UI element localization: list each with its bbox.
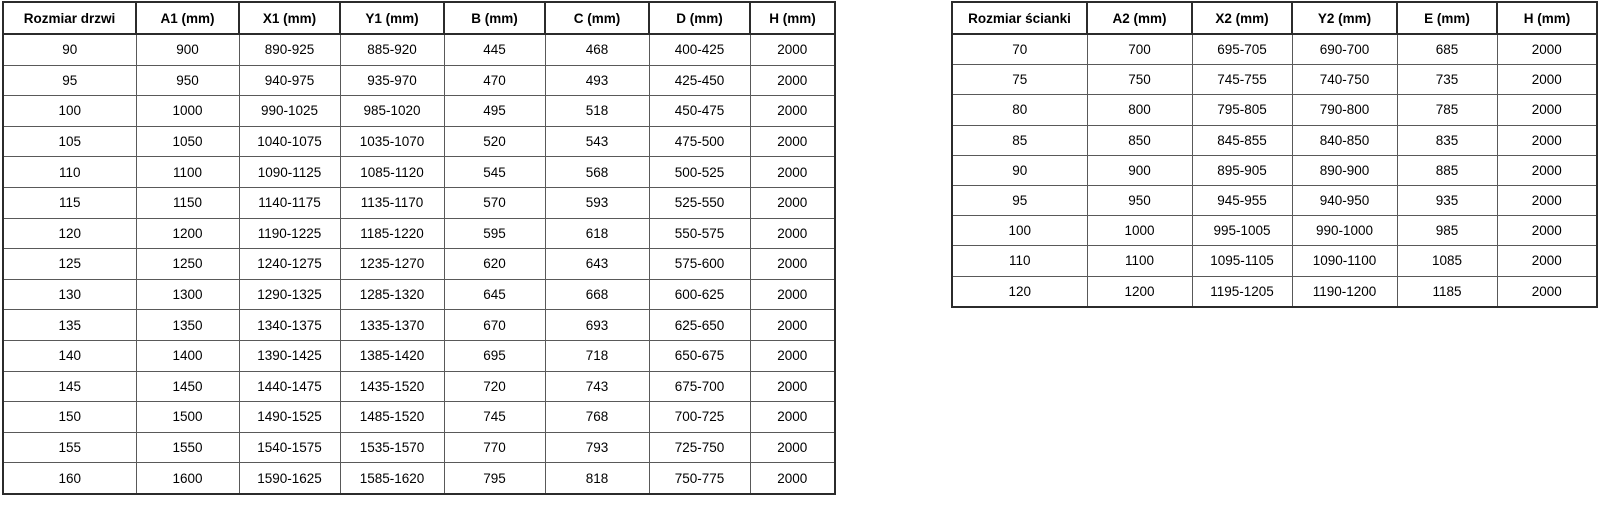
table-cell: 620 xyxy=(444,249,545,280)
table-cell: 950 xyxy=(136,65,239,96)
table-cell: 470 xyxy=(444,65,545,96)
table-cell: 145 xyxy=(3,371,136,402)
table-row xyxy=(3,126,835,157)
table-cell: 568 xyxy=(545,157,649,188)
table-cell: 493 xyxy=(545,65,649,96)
table-cell: 525-550 xyxy=(649,187,750,218)
table-cell: 1195-1205 xyxy=(1192,276,1292,307)
table-cell: 725-750 xyxy=(649,432,750,463)
table-row xyxy=(3,340,835,371)
table-cell: 675-700 xyxy=(649,371,750,402)
table-cell: 1140-1175 xyxy=(239,187,340,218)
table-cell: 90 xyxy=(952,155,1087,185)
table-cell: 1185 xyxy=(1397,276,1497,307)
header-cell: A1 (mm) xyxy=(136,2,239,34)
table-cell: 70 xyxy=(952,34,1087,65)
table-cell: 1000 xyxy=(136,96,239,127)
door-size-table-body xyxy=(3,34,835,494)
table-cell: 1500 xyxy=(136,402,239,433)
table-cell: 1290-1325 xyxy=(239,279,340,310)
table-cell: 1100 xyxy=(136,157,239,188)
table-cell: 110 xyxy=(952,246,1087,276)
header-cell: E (mm) xyxy=(1397,2,1497,34)
table-cell: 450-475 xyxy=(649,96,750,127)
table-cell: 425-450 xyxy=(649,65,750,96)
door-size-table-head xyxy=(3,2,835,34)
table-row xyxy=(952,276,1597,307)
table-cell: 2000 xyxy=(750,157,835,188)
table-cell: 1550 xyxy=(136,432,239,463)
table-cell: 818 xyxy=(545,463,649,494)
wall-panel-size-table-body xyxy=(952,34,1597,307)
table-row xyxy=(952,95,1597,125)
table-cell: 75 xyxy=(952,65,1087,95)
table-cell: 1040-1075 xyxy=(239,126,340,157)
wall-panel-size-table-head xyxy=(952,2,1597,34)
table-cell: 745-755 xyxy=(1192,65,1292,95)
table-cell: 2000 xyxy=(750,187,835,218)
table-cell: 80 xyxy=(952,95,1087,125)
table-cell: 890-900 xyxy=(1292,155,1397,185)
header-row xyxy=(3,2,835,34)
table-cell: 600-625 xyxy=(649,279,750,310)
table-cell: 1590-1625 xyxy=(239,463,340,494)
header-cell: H (mm) xyxy=(1497,2,1597,34)
table-cell: 543 xyxy=(545,126,649,157)
table-cell: 1000 xyxy=(1087,216,1192,246)
table-cell: 1200 xyxy=(136,218,239,249)
table-cell: 495 xyxy=(444,96,545,127)
table-cell: 500-525 xyxy=(649,157,750,188)
header-cell: D (mm) xyxy=(649,2,750,34)
wall-panel-size-table xyxy=(951,1,1598,308)
table-cell: 160 xyxy=(3,463,136,494)
table-cell: 1095-1105 xyxy=(1192,246,1292,276)
table-cell: 1090-1100 xyxy=(1292,246,1397,276)
table-cell: 900 xyxy=(136,34,239,65)
table-cell: 2000 xyxy=(750,340,835,371)
table-cell: 2000 xyxy=(1497,125,1597,155)
table-cell: 700 xyxy=(1087,34,1192,65)
table-cell: 2000 xyxy=(750,402,835,433)
table-row xyxy=(952,246,1597,276)
table-cell: 595 xyxy=(444,218,545,249)
header-cell: Rozmiar drzwi xyxy=(3,2,136,34)
header-cell: X1 (mm) xyxy=(239,2,340,34)
table-cell: 770 xyxy=(444,432,545,463)
header-row xyxy=(952,2,1597,34)
table-cell: 150 xyxy=(3,402,136,433)
header-cell: C (mm) xyxy=(545,2,649,34)
table-cell: 1600 xyxy=(136,463,239,494)
table-row xyxy=(3,218,835,249)
table-cell: 2000 xyxy=(750,310,835,341)
table-cell: 835 xyxy=(1397,125,1497,155)
table-cell: 100 xyxy=(952,216,1087,246)
table-cell: 1540-1575 xyxy=(239,432,340,463)
table-cell: 845-855 xyxy=(1192,125,1292,155)
table-cell: 1035-1070 xyxy=(340,126,444,157)
table-row xyxy=(952,65,1597,95)
table-cell: 570 xyxy=(444,187,545,218)
table-cell: 1490-1525 xyxy=(239,402,340,433)
table-cell: 790-800 xyxy=(1292,95,1397,125)
table-cell: 445 xyxy=(444,34,545,65)
table-cell: 1190-1200 xyxy=(1292,276,1397,307)
header-cell: Y2 (mm) xyxy=(1292,2,1397,34)
table-cell: 2000 xyxy=(750,249,835,280)
table-cell: 750 xyxy=(1087,65,1192,95)
table-cell: 1100 xyxy=(1087,246,1192,276)
table-cell: 550-575 xyxy=(649,218,750,249)
table-cell: 743 xyxy=(545,371,649,402)
table-cell: 2000 xyxy=(1497,216,1597,246)
table-cell: 155 xyxy=(3,432,136,463)
table-cell: 940-950 xyxy=(1292,185,1397,215)
table-cell: 1190-1225 xyxy=(239,218,340,249)
table-cell: 2000 xyxy=(750,463,835,494)
table-cell: 890-925 xyxy=(239,34,340,65)
table-cell: 990-1000 xyxy=(1292,216,1397,246)
table-cell: 2000 xyxy=(1497,276,1597,307)
table-cell: 135 xyxy=(3,310,136,341)
table-row xyxy=(3,310,835,341)
table-cell: 1185-1220 xyxy=(340,218,444,249)
table-cell: 1085 xyxy=(1397,246,1497,276)
table-cell: 690-700 xyxy=(1292,34,1397,65)
table-cell: 2000 xyxy=(1497,95,1597,125)
table-cell: 1535-1570 xyxy=(340,432,444,463)
table-cell: 575-600 xyxy=(649,249,750,280)
table-cell: 2000 xyxy=(750,218,835,249)
table-cell: 643 xyxy=(545,249,649,280)
table-cell: 940-975 xyxy=(239,65,340,96)
table-row xyxy=(952,34,1597,65)
table-cell: 2000 xyxy=(1497,155,1597,185)
table-cell: 95 xyxy=(3,65,136,96)
table-cell: 693 xyxy=(545,310,649,341)
size-tables-container xyxy=(2,1,1598,495)
table-cell: 990-1025 xyxy=(239,96,340,127)
table-cell: 593 xyxy=(545,187,649,218)
table-cell: 945-955 xyxy=(1192,185,1292,215)
header-cell: A2 (mm) xyxy=(1087,2,1192,34)
table-cell: 1335-1370 xyxy=(340,310,444,341)
table-cell: 1440-1475 xyxy=(239,371,340,402)
table-cell: 840-850 xyxy=(1292,125,1397,155)
table-cell: 670 xyxy=(444,310,545,341)
table-cell: 2000 xyxy=(1497,246,1597,276)
table-row xyxy=(3,463,835,494)
table-cell: 895-905 xyxy=(1192,155,1292,185)
table-row xyxy=(3,432,835,463)
table-cell: 935 xyxy=(1397,185,1497,215)
table-cell: 735 xyxy=(1397,65,1497,95)
table-cell: 700-725 xyxy=(649,402,750,433)
header-cell: Rozmiar ścianki xyxy=(952,2,1087,34)
table-cell: 1400 xyxy=(136,340,239,371)
table-cell: 793 xyxy=(545,432,649,463)
table-cell: 995-1005 xyxy=(1192,216,1292,246)
table-cell: 2000 xyxy=(750,96,835,127)
table-cell: 115 xyxy=(3,187,136,218)
table-cell: 2000 xyxy=(750,65,835,96)
table-cell: 625-650 xyxy=(649,310,750,341)
table-cell: 2000 xyxy=(750,432,835,463)
header-cell: B (mm) xyxy=(444,2,545,34)
table-cell: 1085-1120 xyxy=(340,157,444,188)
table-row xyxy=(3,34,835,65)
door-size-table xyxy=(2,1,836,495)
table-row xyxy=(3,157,835,188)
table-row xyxy=(3,371,835,402)
table-cell: 1350 xyxy=(136,310,239,341)
table-cell: 545 xyxy=(444,157,545,188)
table-cell: 650-675 xyxy=(649,340,750,371)
table-cell: 2000 xyxy=(1497,34,1597,65)
table-row xyxy=(952,216,1597,246)
table-cell: 695 xyxy=(444,340,545,371)
table-cell: 95 xyxy=(952,185,1087,215)
table-cell: 800 xyxy=(1087,95,1192,125)
header-cell: X2 (mm) xyxy=(1192,2,1292,34)
table-cell: 125 xyxy=(3,249,136,280)
table-cell: 795-805 xyxy=(1192,95,1292,125)
table-cell: 1150 xyxy=(136,187,239,218)
table-row xyxy=(952,125,1597,155)
table-row xyxy=(3,249,835,280)
table-cell: 668 xyxy=(545,279,649,310)
table-cell: 745 xyxy=(444,402,545,433)
table-cell: 518 xyxy=(545,96,649,127)
table-cell: 105 xyxy=(3,126,136,157)
table-cell: 718 xyxy=(545,340,649,371)
table-cell: 2000 xyxy=(1497,65,1597,95)
table-cell: 1485-1520 xyxy=(340,402,444,433)
table-cell: 695-705 xyxy=(1192,34,1292,65)
table-cell: 110 xyxy=(3,157,136,188)
table-cell: 685 xyxy=(1397,34,1497,65)
table-cell: 140 xyxy=(3,340,136,371)
table-cell: 130 xyxy=(3,279,136,310)
table-cell: 1435-1520 xyxy=(340,371,444,402)
table-cell: 1240-1275 xyxy=(239,249,340,280)
table-cell: 1200 xyxy=(1087,276,1192,307)
table-cell: 1390-1425 xyxy=(239,340,340,371)
table-row xyxy=(952,185,1597,215)
table-cell: 1050 xyxy=(136,126,239,157)
table-row xyxy=(3,402,835,433)
table-row xyxy=(3,96,835,127)
table-cell: 900 xyxy=(1087,155,1192,185)
table-cell: 1090-1125 xyxy=(239,157,340,188)
table-cell: 785 xyxy=(1397,95,1497,125)
table-cell: 1235-1270 xyxy=(340,249,444,280)
table-cell: 1300 xyxy=(136,279,239,310)
table-cell: 520 xyxy=(444,126,545,157)
table-cell: 1250 xyxy=(136,249,239,280)
table-cell: 985 xyxy=(1397,216,1497,246)
table-cell: 795 xyxy=(444,463,545,494)
table-cell: 1340-1375 xyxy=(239,310,340,341)
table-cell: 2000 xyxy=(1497,185,1597,215)
table-cell: 618 xyxy=(545,218,649,249)
table-cell: 2000 xyxy=(750,279,835,310)
table-cell: 2000 xyxy=(750,371,835,402)
table-cell: 950 xyxy=(1087,185,1192,215)
table-cell: 750-775 xyxy=(649,463,750,494)
table-cell: 768 xyxy=(545,402,649,433)
table-cell: 120 xyxy=(952,276,1087,307)
table-cell: 1285-1320 xyxy=(340,279,444,310)
table-cell: 740-750 xyxy=(1292,65,1397,95)
table-cell: 2000 xyxy=(750,34,835,65)
table-cell: 100 xyxy=(3,96,136,127)
table-cell: 1450 xyxy=(136,371,239,402)
table-cell: 720 xyxy=(444,371,545,402)
table-row xyxy=(3,279,835,310)
table-cell: 85 xyxy=(952,125,1087,155)
table-cell: 90 xyxy=(3,34,136,65)
table-cell: 850 xyxy=(1087,125,1192,155)
table-row xyxy=(3,65,835,96)
table-cell: 1385-1420 xyxy=(340,340,444,371)
table-cell: 468 xyxy=(545,34,649,65)
table-cell: 1585-1620 xyxy=(340,463,444,494)
table-row xyxy=(3,187,835,218)
header-cell: Y1 (mm) xyxy=(340,2,444,34)
table-cell: 935-970 xyxy=(340,65,444,96)
table-cell: 885 xyxy=(1397,155,1497,185)
table-cell: 120 xyxy=(3,218,136,249)
table-cell: 2000 xyxy=(750,126,835,157)
table-cell: 400-425 xyxy=(649,34,750,65)
table-cell: 1135-1170 xyxy=(340,187,444,218)
table-cell: 885-920 xyxy=(340,34,444,65)
table-cell: 645 xyxy=(444,279,545,310)
table-cell: 985-1020 xyxy=(340,96,444,127)
header-cell: H (mm) xyxy=(750,2,835,34)
table-row xyxy=(952,155,1597,185)
table-cell: 475-500 xyxy=(649,126,750,157)
